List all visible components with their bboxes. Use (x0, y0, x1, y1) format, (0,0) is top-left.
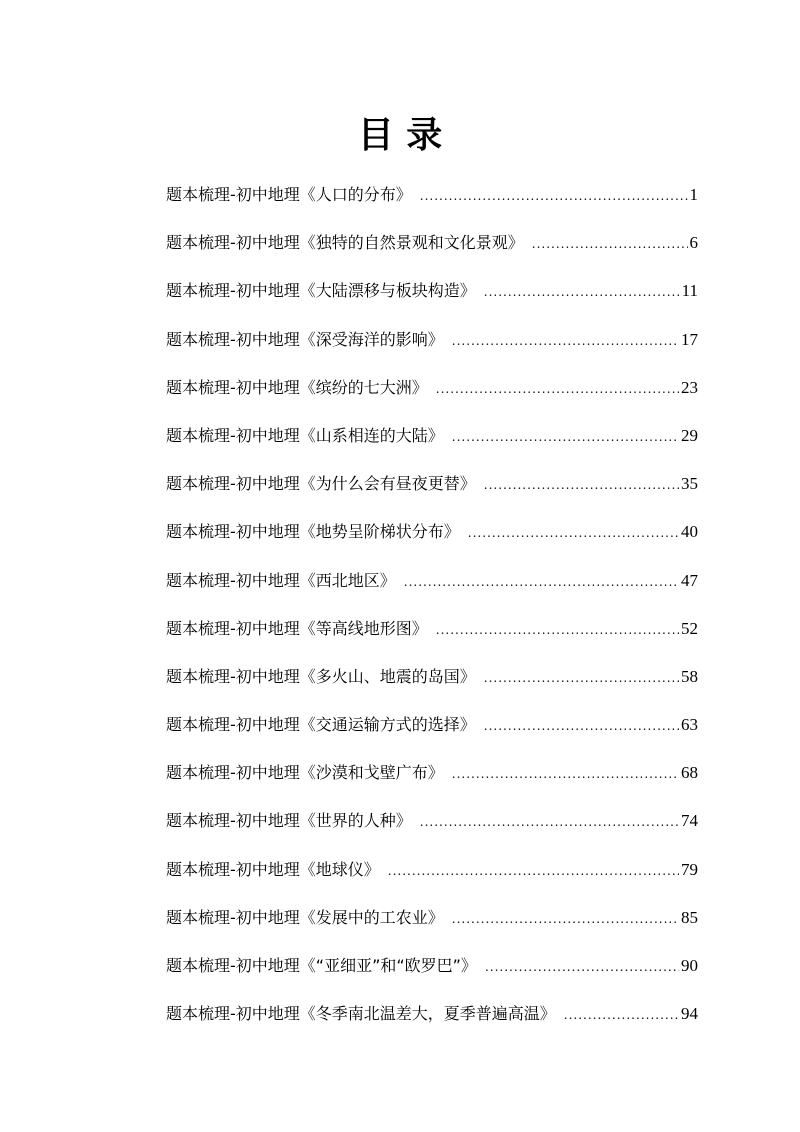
toc-entry-title: 题本梳理-初中地理《多火山、地震的岛国》 (166, 666, 476, 686)
dot-leader (532, 229, 688, 259)
toc-heading: 目 录 (357, 115, 443, 156)
toc-entry-title: 题本梳理-初中地理《地势呈阶梯状分布》 (166, 522, 460, 542)
toc-entry[interactable] (166, 614, 698, 662)
toc-page-number: 1 (689, 185, 698, 204)
dot-leader (484, 711, 679, 741)
toc-entry-title: 题本梳理-初中地理《为什么会有昼夜更替》 (166, 474, 476, 494)
dot-leader (452, 904, 679, 934)
dot-leader (420, 181, 688, 211)
dot-leader (452, 326, 679, 356)
toc-entry-title: 题本梳理-初中地理《发展中的工农业》 (166, 907, 444, 927)
toc-entry-title: 题本梳理-初中地理《缤纷的七大洲》 (166, 377, 428, 397)
dot-leader (484, 663, 679, 693)
toc-list (166, 180, 698, 1047)
toc-entry[interactable] (166, 566, 698, 614)
toc-page-number: 58 (681, 666, 698, 686)
toc-entry-title: 题本梳理-初中地理《山系相连的大陆》 (166, 425, 444, 445)
toc-page-number: 17 (681, 329, 698, 349)
toc-entry[interactable] (166, 325, 698, 373)
toc-page-number: 79 (681, 859, 698, 879)
toc-entry-title: 题本梳理-初中地理《世界的人种》 (166, 811, 412, 831)
dot-leader (484, 277, 680, 307)
toc-entry[interactable] (166, 662, 698, 710)
toc-page-number: 47 (681, 570, 698, 590)
toc-entry[interactable] (166, 421, 698, 469)
dot-leader (388, 856, 679, 886)
toc-entry[interactable] (166, 758, 698, 806)
toc-entry-title: 题本梳理-初中地理《深受海洋的影响》 (166, 329, 444, 349)
toc-entry[interactable] (166, 999, 698, 1047)
dot-leader (452, 759, 679, 789)
toc-entry[interactable] (166, 228, 698, 276)
toc-entry[interactable] (166, 180, 698, 228)
dot-leader (484, 470, 679, 500)
dot-leader (564, 1000, 679, 1030)
dot-leader (452, 422, 679, 452)
toc-entry[interactable] (166, 710, 698, 758)
dot-leader (468, 518, 679, 548)
toc-page-number: 63 (681, 715, 698, 735)
toc-entry[interactable] (166, 903, 698, 951)
toc-entry[interactable] (166, 373, 698, 421)
dot-leader (436, 615, 679, 645)
toc-entry-title: 题本梳理-初中地理《“亚细亚”和“欧罗巴”》 (166, 956, 477, 975)
toc-entry[interactable] (166, 951, 698, 999)
toc-entry[interactable] (166, 469, 698, 517)
toc-entry-title: 题本梳理-初中地理《冬季南北温差大，夏季普遍高温》 (166, 1004, 556, 1024)
toc-entry-title: 题本梳理-初中地理《独特的自然景观和文化景观》 (166, 233, 524, 253)
toc-entry[interactable] (166, 855, 698, 903)
dot-leader (420, 807, 679, 837)
toc-entry-title: 题本梳理-初中地理《人口的分布》 (166, 185, 412, 204)
toc-page-number: 6 (689, 233, 698, 253)
toc-entry-title: 题本梳理-初中地理《地球仪》 (166, 859, 380, 879)
toc-page-number: 68 (681, 763, 698, 783)
toc-entry-title: 题本梳理-初中地理《西北地区》 (166, 570, 396, 590)
toc-entry-title: 题本梳理-初中地理《等高线地形图》 (166, 618, 428, 638)
toc-page-number: 23 (681, 377, 698, 397)
toc-page-number: 90 (681, 956, 698, 975)
toc-page-number: 74 (681, 811, 698, 831)
toc-page-number: 85 (681, 907, 698, 927)
dot-leader (404, 567, 679, 597)
toc-page-number: 40 (681, 522, 698, 542)
dot-leader (485, 952, 679, 982)
toc-page-number: 35 (681, 474, 698, 494)
toc-entry[interactable] (166, 806, 698, 854)
toc-page-number: 94 (681, 1004, 698, 1024)
toc-entry[interactable] (166, 517, 698, 565)
toc-entry-title: 题本梳理-初中地理《大陆漂移与板块构造》 (166, 281, 476, 301)
toc-page-number: 29 (681, 425, 698, 445)
toc-entry[interactable] (166, 276, 698, 324)
dot-leader (436, 374, 679, 404)
toc-page-number: 52 (681, 618, 698, 638)
toc-entry-title: 题本梳理-初中地理《沙漠和戈壁广布》 (166, 763, 444, 783)
toc-page-number: 11 (681, 281, 698, 301)
toc-entry-title: 题本梳理-初中地理《交通运输方式的选择》 (166, 715, 476, 735)
